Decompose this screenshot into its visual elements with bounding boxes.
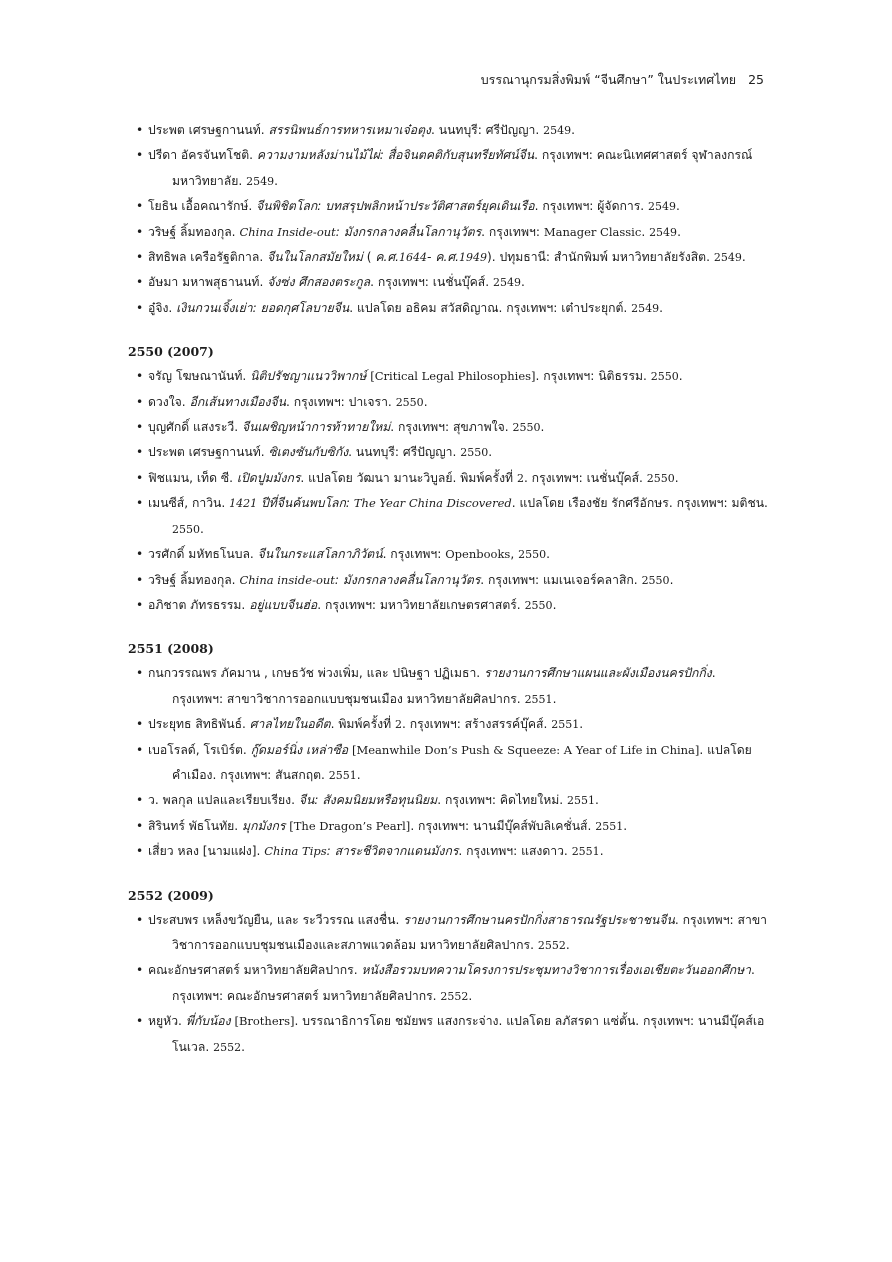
entry-text-segment: . xyxy=(595,793,599,808)
year-heading: 2550 (2007) xyxy=(128,344,214,360)
entry-title-segment: ศาลไทยในอดีต xyxy=(249,717,331,732)
entry-text-segment: . กรุงเทพฯ: นิติธรรม. xyxy=(535,369,651,384)
entry-text-segment: 2549 xyxy=(543,124,572,137)
entry-title-segment: China inside-out xyxy=(239,572,335,587)
entry-title-segment: อยู่แบบจีนฮ่อ xyxy=(249,597,318,612)
bibliography-section xyxy=(128,883,768,1060)
entry-text-segment: 2550 xyxy=(518,548,547,562)
entry-text-segment: กนกวรรณพร ภัคมาน , เกษธวัช พ่วงเพิ่ม, และ ปนิษฐา ปฏิเมธา. xyxy=(148,666,485,681)
bibliography-section xyxy=(128,339,768,618)
entry-text-segment: . แปลโดย วัฒนา มานะวิบูลย์. พิมพ์ครั้งที่ xyxy=(300,470,517,485)
entry-title-segment: ปีที่จีนค้นพบโลก: xyxy=(257,496,354,511)
year-heading: 2551 (2008) xyxy=(128,641,214,657)
entry-text-segment: ). ปทุมธานี: สำนักพิมพ์ มหาวิทยาลัยรังสิต. xyxy=(486,250,714,265)
entry-text-segment: . นนทบุรี: ศรีปัญญา. xyxy=(348,445,461,460)
entry-title-segment: ความงามหลังม่านไม้ไผ่: สื่อจินตคติกับสุนทรียทัศน์จีน xyxy=(256,148,535,163)
entry-text-segment: 2549 xyxy=(246,174,275,188)
entry-text-segment: วรศักดิ์ มหัทธโนบล. xyxy=(148,547,258,562)
entry-title-segment: 1949 xyxy=(458,251,487,265)
entry-text-segment: อัษมา มหาพสุธานนท์. xyxy=(148,275,268,290)
entry-text-segment: . กรุงเทพฯ: คิดไทยใหม่. xyxy=(437,793,568,808)
entry-text-segment: . xyxy=(423,394,428,409)
entry-text-segment: . xyxy=(571,123,575,137)
entry-text-segment: . xyxy=(274,173,279,188)
entry-text-segment: 2551 xyxy=(551,718,580,732)
entry-text-segment: โยธิน เอื้อคณารักษ์. xyxy=(148,199,257,214)
entry-text-segment: 2549 xyxy=(631,301,660,315)
entry-text-segment: . กรุงเทพฯ: เนชั่นบุ๊คส์. xyxy=(523,470,647,485)
bibliography-entry xyxy=(128,568,768,593)
entry-text-segment: ประพต เศรษฐกานนท์. xyxy=(148,123,269,137)
entry-text-segment: 2549 xyxy=(649,225,678,239)
bibliography-entry xyxy=(128,593,768,618)
entry-text-segment: 2551 xyxy=(571,845,600,859)
entry-text-segment: . xyxy=(241,1039,245,1054)
entry-title-segment: กู๊ดมอร์นิ่ง เหล่าซือ xyxy=(250,742,349,757)
entry-text-segment: . กรุงเทพฯ: xyxy=(382,547,446,562)
bibliography-entry xyxy=(128,738,768,789)
bibliography-section xyxy=(128,118,768,321)
bibliography-entry xyxy=(128,364,768,389)
entry-text-segment: . แปลโดย เรืองชัย รักศรีอักษร. กรุงเทพฯ: มติชน. xyxy=(511,496,768,511)
entry-text-segment: . พิมพ์ครั้งที่ xyxy=(330,717,395,732)
entry-text-segment: บุญศักดิ์ แสงระวี. xyxy=(148,420,242,435)
entry-title-segment: สรรนิพนธ์การทหารเหมาเจ๋อตุง xyxy=(268,123,431,137)
bibliography-entry xyxy=(128,143,768,194)
entry-title-segment: The Year China Discovered xyxy=(353,496,512,511)
entry-text-segment: . แปลโดย คำเมือง. กรุงเทพฯ: สันสกฤต. xyxy=(172,742,752,782)
entry-text-segment: ว. พลกุล แปลและเรียบเรียง. xyxy=(148,793,299,808)
bibliography-entry xyxy=(128,542,768,567)
entry-text-segment: . กรุงเทพฯ: สร้างสรรค์บุ๊คส์. xyxy=(402,717,552,732)
entry-text-segment: Openbooks xyxy=(445,547,511,562)
entry-text-segment: . xyxy=(546,547,550,562)
entry-text-segment: . xyxy=(520,275,525,290)
entry-text-segment: . กรุงเทพฯ: xyxy=(481,224,544,239)
entry-text-segment: คณะอักษรศาสตร์ มหาวิทยาลัยศิลปากร. xyxy=(148,963,362,978)
entry-text-segment: [Brothers] xyxy=(234,1014,295,1029)
entry-text-segment: 2550 xyxy=(641,573,670,587)
entry-text-segment: . xyxy=(579,717,584,732)
entry-text-segment: 2552 xyxy=(537,938,566,952)
entry-text-segment: . xyxy=(674,470,679,485)
entry-text-segment: 2551 xyxy=(595,819,624,833)
entry-title-segment: พี่กับน้อง xyxy=(185,1014,231,1029)
entry-text-segment: . xyxy=(669,572,674,587)
entry-text-segment: สิรินทร์ พัธโนทัย. xyxy=(148,818,243,833)
entry-title-segment: หนังสือรวมบทความโครงการประชุมทางวิชาการเรื่องเอเชียตะวันออกศึกษา xyxy=(361,963,751,978)
entry-text-segment: 2550 xyxy=(650,370,679,384)
entry-title-segment: - ค.ศ. xyxy=(427,250,459,265)
entry-title-segment: China Tips xyxy=(264,844,327,859)
entry-text-segment: ดวงใจ. xyxy=(148,394,190,409)
bibliography-content xyxy=(128,118,768,1078)
entry-text-segment: . กรุงเทพฯ: คณะอักษรศาสตร์ มหาวิทยาลัยศิลปากร. xyxy=(172,963,755,1003)
entry-text-segment: 2552 xyxy=(440,989,469,1003)
entry-text-segment: . xyxy=(356,767,361,782)
entry-title-segment: ค.ศ. xyxy=(375,250,400,265)
entry-text-segment: . กรุงเทพฯ: มหาวิทยาลัยเกษตรศาสตร์. xyxy=(317,597,525,612)
entry-text-segment: . นนทบุรี: ศรีปัญญา. xyxy=(431,123,544,137)
entry-text-segment: . xyxy=(677,224,681,239)
header-title: บรรณานุกรมสิ่งพิมพ์ “จีนศึกษา” ในประเทศไทย xyxy=(480,72,737,87)
entry-text-segment: . xyxy=(623,818,628,833)
entry-text-segment: ประพต เศรษฐกานนท์. xyxy=(148,445,269,460)
entry-text-segment: 2550 xyxy=(395,395,424,409)
bibliography-entry xyxy=(128,1009,768,1060)
entry-text-segment: . xyxy=(741,250,746,265)
entry-text-segment: . กรุงเทพฯ: ปาเจรา. xyxy=(285,394,396,409)
entry-text-segment: 2550 xyxy=(524,598,553,612)
entry-text-segment: ประสบพร เหล็งขวัญยืน, และ ระวีวรรณ แสงชื่น. xyxy=(148,912,404,927)
bibliography-entry xyxy=(128,220,768,245)
entry-text-segment: สิทธิพล เครือรัฐติกาล. xyxy=(148,250,268,265)
entry-text-segment: . xyxy=(641,224,650,239)
entry-text-segment: . xyxy=(552,597,557,612)
entry-text-segment: . กรุงเทพฯ: นานมีบุ๊คส์พับลิเคชั่นส์. xyxy=(410,818,596,833)
entry-title-segment: มุกมังกร xyxy=(242,818,286,833)
entry-text-segment: ประยุทธ สิทธิพันธ์. xyxy=(148,717,250,732)
entry-text-segment: 2550 xyxy=(460,446,489,460)
entry-title-segment: China Inside-out xyxy=(239,224,336,239)
entry-text-segment: 2550 xyxy=(512,421,541,435)
entry-title-segment: 1644 xyxy=(399,251,428,265)
entry-title-segment: 1421 xyxy=(229,497,258,511)
entry-title-segment: รายงานการศึกษานครปักกิ่งสาธารณรัฐประชาชนจีน xyxy=(403,912,675,927)
entry-text-segment: 2549 xyxy=(492,276,521,290)
entry-title-segment: จังซ่ง ศึกสองตระกูล xyxy=(267,275,371,290)
bibliography-entry xyxy=(128,390,768,415)
entry-title-segment: : สาระชีวิตจากแดนมังกร xyxy=(326,844,459,859)
bibliography-section xyxy=(128,636,768,864)
bibliography-entry xyxy=(128,466,768,491)
entry-text-segment: , xyxy=(510,547,519,562)
bibliography-entry xyxy=(128,118,768,143)
entry-title-segment: นิติปรัชญาแนววิพากษ์ xyxy=(250,369,367,384)
entry-text-segment: ปรีดา อัครจันทโชติ. xyxy=(148,148,257,163)
entry-text-segment: 2552 xyxy=(213,1040,242,1054)
entry-text-segment: เมนซีส์, กาวิน. xyxy=(148,496,230,511)
entry-text-segment: เบอโรลด์, โรเบิร์ต. xyxy=(148,742,251,757)
entry-title-segment: จีนในกระแสโลกาภิวัตน์ xyxy=(257,547,383,562)
entry-text-segment: [Meanwhile Don’s Push & Squeeze: A Year of Life in China] xyxy=(351,742,700,757)
bibliography-entry xyxy=(128,788,768,813)
entry-text-segment: 2550 xyxy=(172,522,200,536)
entry-text-segment: ( xyxy=(362,250,376,265)
entry-text-segment: อภิชาต ภัทรธรรม. xyxy=(148,597,250,612)
entry-text-segment: [The Dragon’s Pearl] xyxy=(289,818,411,833)
entry-text-segment: . xyxy=(678,369,683,384)
page-number: 25 xyxy=(748,72,764,87)
entry-text-segment: . กรุงเทพฯ: คณะนิเทศศาสตร์ จุฬาลงกรณ์มหาวิทยาลัย. xyxy=(172,148,753,188)
bibliography-entry xyxy=(128,814,768,839)
year-heading: 2552 (2009) xyxy=(128,887,214,903)
bibliography-entry xyxy=(128,712,768,737)
entry-text-segment: เสี่ยว หลง [นามแฝง]. xyxy=(148,844,265,859)
entry-text-segment: หยูหัว. xyxy=(148,1014,186,1029)
bibliography-entry xyxy=(128,958,768,1009)
entry-text-segment: . กรุงเทพฯ: สาขาวิชาการออกแบบชุมชนเมือง มหาวิทยาลัยศิลปากร. xyxy=(172,666,716,706)
entry-text-segment: 2551 xyxy=(328,768,357,782)
entry-title-segment: จีนเผชิญหน้าการท้าทายใหม่ xyxy=(241,420,391,435)
entry-title-segment: เงินกวนเจิ้งเย่า: ยอดกุศโลบายจีน xyxy=(176,300,350,315)
entry-text-segment: . xyxy=(599,844,604,859)
entry-text-segment: 2551 xyxy=(567,794,596,808)
entry-text-segment: . บรรณาธิการโดย ชมัยพร แสงกระจ่าง. แปลโดย ลภัสรดา แซ่ตั้น. กรุงเทพฯ: นานมีบุ๊คส์เอโนเวล. xyxy=(172,1014,765,1054)
entry-text-segment: 2 xyxy=(516,471,524,485)
running-header xyxy=(481,70,764,90)
bibliography-entry xyxy=(128,270,768,295)
bibliography-entry xyxy=(128,661,768,712)
entry-text-segment: . แปลโดย อธิคม สวัสดิญาณ. กรุงเทพฯ: เต๋าประยุกต์. xyxy=(349,300,632,315)
entry-text-segment: . xyxy=(540,420,545,435)
entry-text-segment: . กรุงเทพฯ: สาขาวิชาการออกแบบชุมชนเมืองและสภาพแวดล้อม มหาวิทยาลัยศิลปากร. xyxy=(172,912,767,952)
bibliography-entry xyxy=(128,194,768,219)
entry-text-segment: วริษฐ์ ลิ้มทองกุล. xyxy=(148,224,240,239)
entry-title-segment: : มังกรกลางคลื่นโลกานุวัตร xyxy=(334,572,481,587)
entry-text-segment: . กรุงเทพฯ: ผู้จัดการ. xyxy=(534,199,649,214)
bibliography-entry xyxy=(128,296,768,321)
entry-text-segment: . กรุงเทพฯ: สุขภาพใจ. xyxy=(390,420,513,435)
entry-text-segment: 2551 xyxy=(524,692,553,706)
entry-title-segment: รายงานการศึกษาแผนและผังเมืองนครปักกิ่ง xyxy=(484,666,712,681)
bibliography-entry xyxy=(128,908,768,959)
entry-title-segment: เปิดปูมมังกร xyxy=(236,470,301,485)
entry-title-segment: จีน: สังคมนิยมหรือทุนนิยม xyxy=(298,793,438,808)
entry-text-segment: . xyxy=(565,937,570,952)
entry-text-segment: [Critical Legal Philosophies] xyxy=(370,369,536,384)
entry-text-segment: . กรุงเทพฯ: แสงดาว. xyxy=(458,844,572,859)
entry-title-segment: จีนในโลกสมัยใหม่ xyxy=(267,250,363,265)
entry-title-segment: : มังกรกลางคลื่นโลกานุวัตร xyxy=(335,224,482,239)
bibliography-entry xyxy=(128,491,768,542)
entry-text-segment: 2549 xyxy=(648,200,677,214)
entry-text-segment: . xyxy=(659,300,664,315)
entry-title-segment: ซิเตงซันกับซิกัง xyxy=(268,445,349,460)
entry-text-segment: 2550 xyxy=(646,471,675,485)
entry-text-segment: จรัญ โฆษณานันท์. xyxy=(148,369,251,384)
entry-text-segment: . กรุงเทพฯ: เนชั่นบุ๊คส์. xyxy=(370,275,493,290)
entry-text-segment: . xyxy=(468,988,473,1003)
entry-text-segment: 2549 xyxy=(713,251,742,265)
entry-text-segment: . xyxy=(676,199,680,214)
entry-text-segment: . xyxy=(488,445,493,460)
bibliography-entry xyxy=(128,415,768,440)
entry-text-segment: อู๋จิง. xyxy=(148,300,177,315)
entry-text-segment: . กรุงเทพฯ: แมเนเจอร์คลาสิก. xyxy=(480,572,642,587)
entry-text-segment: วริษฐ์ ลิ้มทองกุล. xyxy=(148,572,240,587)
bibliography-entry xyxy=(128,440,768,465)
bibliography-entry xyxy=(128,245,768,270)
entry-text-segment: 2 xyxy=(395,718,402,732)
entry-text-segment: . xyxy=(200,521,204,536)
entry-title-segment: จีนพิชิตโลก: บทสรุปพลิกหน้าประวัติศาสตร์ยุคเดินเรือ xyxy=(256,199,535,214)
entry-text-segment: Manager Classic xyxy=(543,224,642,239)
entry-text-segment: ฟิชแมน, เท็ด ซี. xyxy=(148,470,237,485)
entry-title-segment: อีกเส้นทางเมืองจีน xyxy=(189,394,286,409)
entry-text-segment: . xyxy=(552,691,557,706)
bibliography-entry xyxy=(128,839,768,864)
